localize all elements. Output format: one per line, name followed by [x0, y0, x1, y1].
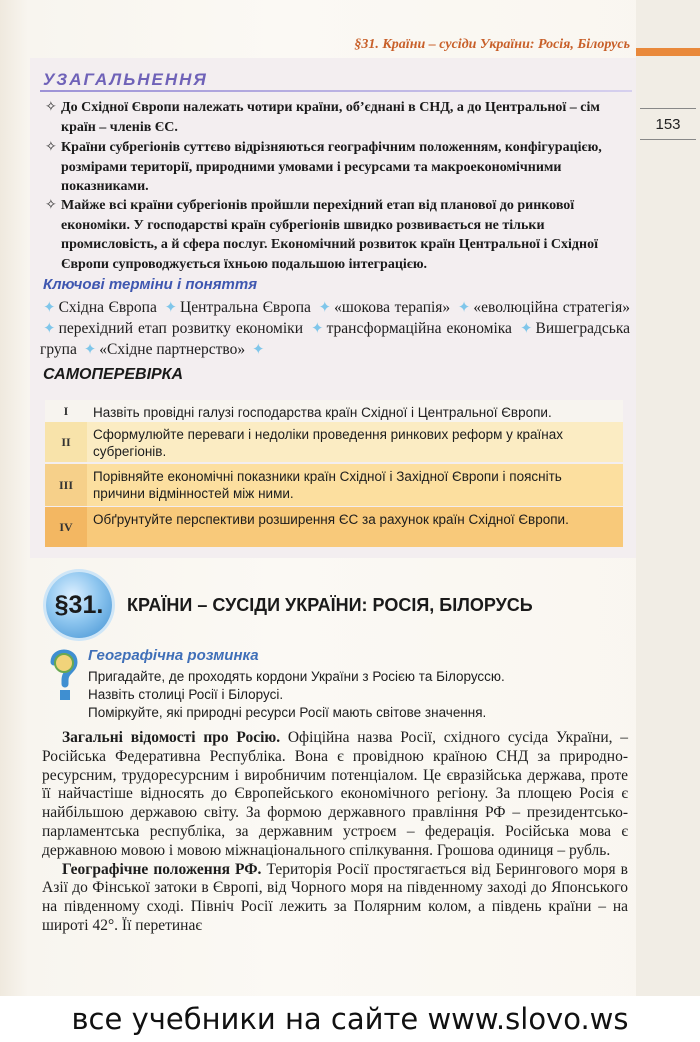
star-icon: ✦	[83, 340, 97, 358]
term: перехідний етап розвитку економіки	[58, 320, 303, 337]
term: Східна Європа	[58, 299, 157, 316]
paragraph: Загальні відомості про Росію. Офіційна назва Росії, східного сусіда України, – Російська Федеративна Республіка. Вона є провідною країною СНД за природно-ресурсним, трудоресурсним і виробничим потенціалом. Це євразійська держава, проте її найчастіше відносять до Європейського економічного регіону. За площею Росія є найбільшою державою світу. За формою державного правління РФ – президентсько-парламентська республіка, за державним устроєм – федерація. Російська мова є державною мовою і мовою міжнаціонального спілкування. Грошова одиниця – рубль.	[42, 729, 628, 859]
margin-tab	[636, 48, 700, 56]
self-check-row	[45, 422, 623, 462]
star-icon: ✧	[45, 99, 57, 115]
star-icon: ✦	[311, 319, 324, 337]
summary-bullet: ✧ Майже всі країни субрегіонів пройшли перехідний етап від планової до ринкової економіки. У господарстві країн субрегіонів швидко розвивається не тільки промисловість, а й сфера послуг. Економічний розвиток країн Центральної і Східної Європи супроводжується їхньою подальшою інтеграцією.	[45, 197, 598, 272]
running-head: §31. Країни – сусіди України: Росія, Білорусь	[354, 37, 630, 52]
star-icon: ✦	[457, 298, 471, 316]
term: Вишеградська група	[40, 320, 630, 358]
star-icon: ✦	[43, 298, 56, 316]
self-check-row	[45, 507, 623, 547]
term: «Східне партнерство»	[99, 341, 246, 358]
question-globe-icon	[48, 646, 80, 704]
level-label: II	[45, 422, 87, 462]
star-icon: ✦	[164, 298, 178, 316]
level-label: I	[63, 403, 69, 418]
star-icon: ✦	[252, 340, 265, 358]
self-check-title: САМОПЕРЕВІРКА	[43, 366, 184, 383]
summary-title: УЗАГАЛЬНЕННЯ	[43, 70, 208, 89]
page-number: 153	[640, 108, 696, 140]
body-text	[42, 729, 628, 936]
term: «шокова терапія»	[334, 299, 451, 316]
term: Центральна Європа	[180, 299, 311, 316]
question-text: Назвіть провідні галузі господарства країн Східної і Центральної Європи.	[93, 405, 552, 420]
star-icon: ✦	[43, 319, 56, 337]
right-margin	[636, 0, 700, 1042]
self-check-row	[45, 464, 623, 506]
self-check-row	[45, 400, 623, 422]
key-terms-title: Ключові терміни і поняття	[43, 276, 258, 293]
warmup-question: Назвіть столиці Росії і Білорусі.	[88, 687, 284, 702]
summary-bullet: ✧ Країни субрегіонів суттєво відрізняються географічним положенням, конфігурацією, розмірами території, природними умовами і ресурсами та макроекономічними показниками.	[45, 139, 602, 194]
section-number: §31.	[54, 590, 104, 619]
section-badge	[46, 572, 112, 638]
question-text: Порівняйте економічні показники країн Східної і Західної Європи і поясніть причини відмінностей між ними.	[93, 469, 562, 501]
summary-bullet: ✧ До Східної Європи належать чотири країни, об’єднані в СНД, а до Центральної – сім країн – членів ЄС.	[45, 99, 600, 135]
paragraph: Географічне положення РФ. Територія Росії простягається від Берингового моря в Азії до Фінської затоки в Європі, від Чорного моря на південному заході до Японського на південному сході. Північ Росії лежить за Полярним колом, а південь країни – на широті 42°. Її перетинає	[42, 860, 628, 934]
warmup-title: Географічна розминка	[88, 647, 259, 664]
question-text: Сформулюйте переваги і недоліки проведення ринкових реформ у країнах субрегіонів.	[93, 427, 564, 459]
paragraph-lead: Географічне положення РФ.	[62, 860, 262, 878]
star-icon: ✧	[45, 197, 57, 213]
term: трансформаційна економіка	[326, 320, 512, 337]
question-text: Обґрунтуйте перспективи розширення ЄС за рахунок країн Східної Європи.	[93, 512, 569, 527]
star-icon: ✦	[318, 298, 332, 316]
level-label: IV	[45, 507, 87, 547]
section-title: КРАЇНИ – СУСІДИ УКРАЇНИ: РОСІЯ, БІЛОРУСЬ	[127, 595, 533, 615]
level-label: III	[45, 464, 87, 506]
warmup-question: Пригадайте, де проходять кордони України з Росією та Білоруссю.	[88, 669, 505, 684]
footer-banner: все учебники на сайте www.slovo.ws	[0, 996, 700, 1042]
term: «еволюційна стратегія»	[473, 299, 630, 316]
paragraph-lead: Загальні відомості про Росію.	[62, 729, 281, 746]
key-terms-list	[40, 297, 630, 360]
warmup-question: Поміркуйте, які природні ресурси Росії мають світове значення.	[88, 705, 487, 720]
summary-divider	[40, 90, 632, 92]
star-icon: ✧	[45, 139, 57, 155]
star-icon: ✦	[519, 319, 533, 337]
